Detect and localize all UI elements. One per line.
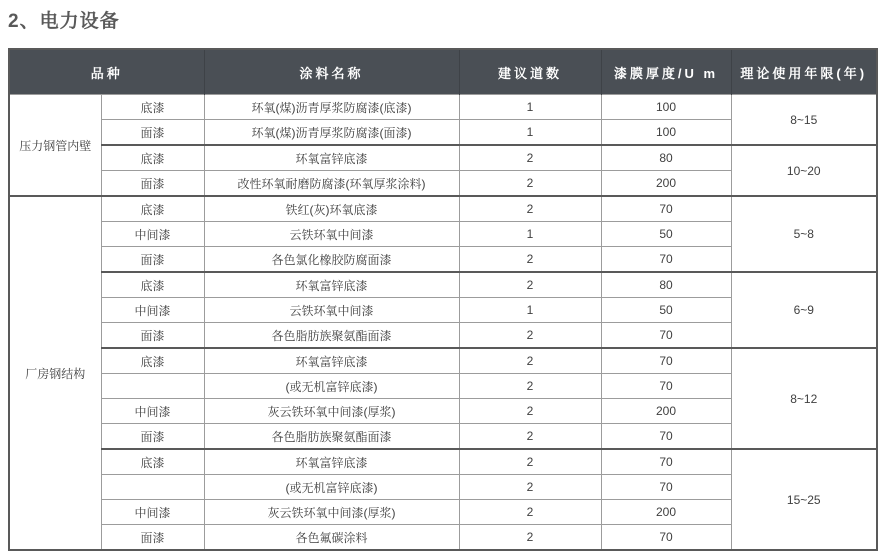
thickness-cell: 70 [601, 475, 731, 500]
paint-name-cell: 环氧富锌底漆 [204, 348, 459, 374]
thickness-cell: 70 [601, 196, 731, 222]
coats-cell: 2 [459, 449, 601, 475]
coat-type-cell: 面漆 [101, 424, 204, 450]
thickness-cell: 70 [601, 449, 731, 475]
thickness-cell: 200 [601, 500, 731, 525]
thickness-cell: 80 [601, 272, 731, 298]
header-coats: 建议道数 [459, 49, 601, 95]
thickness-cell: 70 [601, 323, 731, 349]
paint-name-cell: 云铁环氧中间漆 [204, 298, 459, 323]
coat-type-cell [101, 374, 204, 399]
paint-name-cell: 云铁环氧中间漆 [204, 222, 459, 247]
thickness-cell: 50 [601, 298, 731, 323]
paint-name-cell: 环氧富锌底漆 [204, 272, 459, 298]
coats-cell: 2 [459, 500, 601, 525]
coats-cell: 2 [459, 145, 601, 171]
service-life-cell: 8~12 [731, 348, 877, 449]
paint-name-cell: (或无机富锌底漆) [204, 374, 459, 399]
thickness-cell: 50 [601, 222, 731, 247]
coats-cell: 2 [459, 374, 601, 399]
coat-type-cell: 面漆 [101, 171, 204, 197]
thickness-cell: 70 [601, 348, 731, 374]
coat-type-cell: 底漆 [101, 272, 204, 298]
thickness-cell: 200 [601, 399, 731, 424]
paint-name-cell: 改性环氧耐磨防腐漆(环氧厚浆涂料) [204, 171, 459, 197]
table-row [9, 95, 877, 120]
coats-cell: 1 [459, 120, 601, 146]
coats-cell: 1 [459, 298, 601, 323]
coats-cell: 2 [459, 424, 601, 450]
thickness-cell: 200 [601, 171, 731, 197]
thickness-cell: 100 [601, 120, 731, 146]
thickness-cell: 80 [601, 145, 731, 171]
coats-cell: 1 [459, 95, 601, 120]
category-cell: 压力钢管内壁 [9, 95, 101, 197]
coat-type-cell: 底漆 [101, 95, 204, 120]
paint-name-cell: 各色脂肪族聚氨酯面漆 [204, 323, 459, 349]
table-row [9, 196, 877, 222]
coat-type-cell: 中间漆 [101, 399, 204, 424]
table-header [9, 49, 877, 95]
service-life-cell: 10~20 [731, 145, 877, 196]
thickness-cell: 70 [601, 424, 731, 450]
coatings-table [8, 48, 878, 551]
page-title: 2、电力设备 [8, 11, 120, 32]
coat-type-cell [101, 475, 204, 500]
coats-cell: 2 [459, 171, 601, 197]
thickness-cell: 70 [601, 374, 731, 399]
paint-name-cell: 环氧富锌底漆 [204, 449, 459, 475]
coats-cell: 2 [459, 348, 601, 374]
header-service-life: 理论使用年限(年) [731, 49, 877, 95]
header-paint-name: 涂料名称 [204, 49, 459, 95]
paint-name-cell: 灰云铁环氧中间漆(厚浆) [204, 399, 459, 424]
paint-name-cell: 各色氟碳涂料 [204, 525, 459, 551]
coat-type-cell: 中间漆 [101, 222, 204, 247]
coats-cell: 1 [459, 222, 601, 247]
thickness-cell: 70 [601, 247, 731, 273]
service-life-cell: 15~25 [731, 449, 877, 550]
coats-cell: 2 [459, 475, 601, 500]
coat-type-cell: 面漆 [101, 120, 204, 146]
coat-type-cell: 底漆 [101, 449, 204, 475]
paint-name-cell: 各色脂肪族聚氨酯面漆 [204, 424, 459, 450]
coats-cell: 2 [459, 247, 601, 273]
coats-cell: 2 [459, 272, 601, 298]
paint-name-cell: (或无机富锌底漆) [204, 475, 459, 500]
thickness-cell: 100 [601, 95, 731, 120]
coat-type-cell: 面漆 [101, 525, 204, 551]
thickness-cell: 70 [601, 525, 731, 551]
paint-name-cell: 环氧(煤)沥青厚浆防腐漆(面漆) [204, 120, 459, 146]
category-cell: 厂房钢结构 [9, 196, 101, 550]
coat-type-cell: 底漆 [101, 348, 204, 374]
coat-type-cell: 面漆 [101, 323, 204, 349]
table-row [9, 348, 877, 374]
coat-type-cell: 底漆 [101, 145, 204, 171]
table-row [9, 449, 877, 475]
paint-name-cell: 各色氯化橡胶防腐面漆 [204, 247, 459, 273]
paint-name-cell: 环氧富锌底漆 [204, 145, 459, 171]
coat-type-cell: 底漆 [101, 196, 204, 222]
paint-name-cell: 环氧(煤)沥青厚浆防腐漆(底漆) [204, 95, 459, 120]
service-life-cell: 6~9 [731, 272, 877, 348]
paint-name-cell: 灰云铁环氧中间漆(厚浆) [204, 500, 459, 525]
coat-type-cell: 面漆 [101, 247, 204, 273]
service-life-cell: 8~15 [731, 95, 877, 146]
table-row [9, 145, 877, 171]
coats-cell: 2 [459, 323, 601, 349]
coats-cell: 2 [459, 525, 601, 551]
table-row [9, 272, 877, 298]
header-thickness: 漆膜厚度/U m [601, 49, 731, 95]
coats-cell: 2 [459, 196, 601, 222]
header-category: 品种 [9, 49, 204, 95]
coat-type-cell: 中间漆 [101, 298, 204, 323]
service-life-cell: 5~8 [731, 196, 877, 272]
paint-name-cell: 铁红(灰)环氧底漆 [204, 196, 459, 222]
coats-cell: 2 [459, 399, 601, 424]
coat-type-cell: 中间漆 [101, 500, 204, 525]
